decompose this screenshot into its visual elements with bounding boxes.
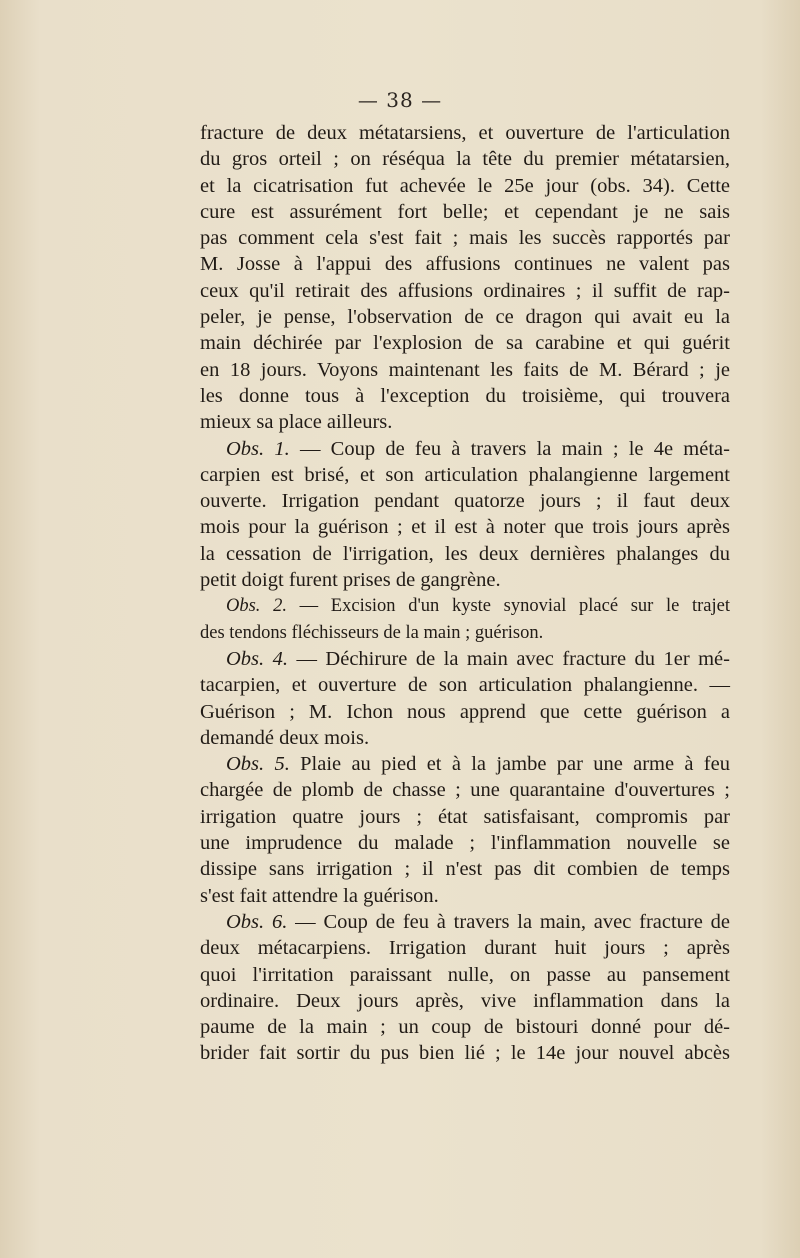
text-line	[200, 988, 730, 1014]
line-text: la cessation de l'irrigation, les deux dernières phalanges du	[200, 542, 730, 565]
line-text: Guérison ; M. Ichon nous apprend que cette guérison a	[200, 700, 730, 723]
line-text: — Déchirure de la main avec fracture du 1er mé-	[288, 647, 730, 670]
line-text: deux métacarpiens. Irrigation durant huit jours ; après	[200, 937, 730, 960]
text-line	[200, 830, 730, 856]
line-text: ordinaire. Deux jours après, vive inflammation dans la	[200, 989, 730, 1012]
line-text: une imprudence du malade ; l'inflammation nouvelle se	[200, 832, 730, 855]
observation-label: Obs. 6.	[226, 910, 288, 933]
line-text: ceux qu'il retirait des affusions ordinaires ; il suffit de rap-	[200, 279, 730, 302]
paragraph	[200, 751, 730, 909]
paragraph	[200, 909, 730, 1067]
text-line	[200, 909, 730, 935]
line-text: M. Josse à l'appui des affusions continues ne valent pas	[200, 253, 730, 276]
page-number: — 38 —	[357, 88, 443, 112]
text-line	[200, 120, 730, 146]
text-line	[200, 935, 730, 961]
body-text	[200, 120, 730, 1067]
line-text: irrigation quatre jours ; état satisfaisant, compromis par	[200, 805, 730, 828]
line-text: du gros orteil ; on réséqua la tête du premier métatarsien,	[200, 148, 730, 171]
paragraph	[200, 120, 730, 436]
text-line	[200, 436, 730, 462]
text-line	[200, 409, 730, 435]
line-text: — Coup de feu à travers la main, avec fracture de	[287, 910, 730, 933]
paragraph	[200, 646, 730, 751]
text-line	[200, 804, 730, 830]
text-line	[200, 357, 730, 383]
text-line	[200, 777, 730, 803]
text-line	[200, 646, 730, 672]
line-text: les donne tous à l'exception du troisième, qui trouvera	[200, 384, 730, 407]
paragraph	[200, 436, 730, 594]
paragraph	[200, 593, 730, 646]
text-line	[200, 699, 730, 725]
text-line	[200, 751, 730, 777]
line-text: quoi l'irritation paraissant nulle, on passe au pansement	[200, 963, 730, 986]
line-text: s'est fait attendre la guérison.	[200, 884, 439, 907]
line-text: dissipe sans irrigation ; il n'est pas dit combien de temps	[200, 858, 730, 881]
text-line	[200, 383, 730, 409]
line-text: en 18 jours. Voyons maintenant les faits de M. Bérard ; je	[200, 358, 730, 381]
line-text: demandé deux mois.	[200, 726, 370, 749]
text-line	[200, 173, 730, 199]
text-line	[200, 593, 730, 619]
text-line	[200, 330, 730, 356]
line-text: — Excision d'un kyste synovial placé sur le trajet	[286, 596, 730, 617]
line-text: peler, je pense, l'observation de ce dragon qui avait eu la	[200, 306, 730, 329]
text-line	[200, 1014, 730, 1040]
text-line	[200, 514, 730, 540]
text-line	[200, 278, 730, 304]
observation-label: Obs. 4.	[226, 647, 288, 670]
text-line	[200, 620, 730, 646]
text-line	[200, 672, 730, 698]
line-text: main déchirée par l'explosion de sa carabine et qui guérit	[200, 332, 730, 355]
observation-label: Obs. 5.	[226, 753, 290, 776]
line-text: paume de la main ; un coup de bistouri donné pour dé-	[200, 1016, 730, 1039]
line-text: cure est assurément fort belle; et cependant je ne sais	[200, 200, 730, 223]
text-line	[200, 541, 730, 567]
line-text: petit doigt furent prises de gangrène.	[200, 569, 501, 592]
line-text: fracture de deux métatarsiens, et ouverture de l'articulation	[200, 122, 730, 144]
line-text: des tendons fléchisseurs de la main ; guérison.	[200, 622, 544, 643]
text-line	[200, 488, 730, 514]
text-line	[200, 962, 730, 988]
text-line	[200, 304, 730, 330]
line-text: pas comment cela s'est fait ; mais les succès rapportés par	[200, 227, 730, 250]
line-text: tacarpien, et ouverture de son articulation phalangienne. —	[200, 674, 730, 697]
line-text: brider fait sortir du pus bien lié ; le 14e jour nouvel abcès	[200, 1042, 730, 1065]
line-text: mieux sa place ailleurs.	[200, 411, 393, 434]
observation-label: Obs. 1.	[226, 437, 290, 460]
line-text: carpien est brisé, et son articulation phalangienne largement	[200, 463, 730, 486]
text-line	[200, 725, 730, 751]
text-line	[200, 199, 730, 225]
line-text: mois pour la guérison ; et il est à noter que trois jours après	[200, 516, 730, 539]
line-text: ouverte. Irrigation pendant quatorze jours ; il faut deux	[200, 490, 730, 513]
text-line	[200, 856, 730, 882]
line-text: — Coup de feu à travers la main ; le 4e méta-	[289, 437, 730, 460]
line-text: chargée de plomb de chasse ; une quarantaine d'ouvertures ;	[200, 779, 730, 802]
text-line	[200, 225, 730, 251]
text-line	[200, 146, 730, 172]
text-line	[200, 462, 730, 488]
line-text: et la cicatrisation fut achevée le 25e jour (obs. 34). Cette	[200, 174, 730, 197]
text-line	[200, 567, 730, 593]
text-line	[200, 883, 730, 909]
observation-label: Obs. 2.	[226, 596, 287, 617]
text-line	[200, 1040, 730, 1066]
text-line	[200, 251, 730, 277]
line-text: Plaie au pied et à la jambe par une arme à feu	[289, 753, 730, 776]
